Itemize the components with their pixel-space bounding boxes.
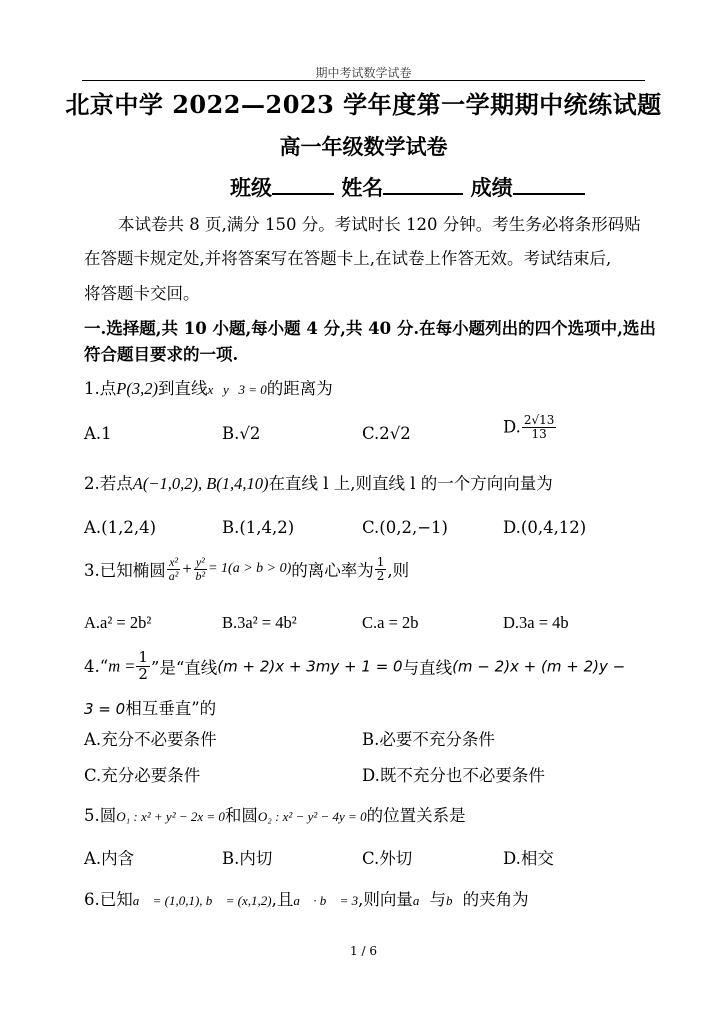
q6-end: 的夹角为 bbox=[462, 890, 529, 909]
q5-circle-2: O₂ : x² − y² − 4y = 0 bbox=[257, 809, 367, 824]
instructions-line-1: 本试卷共 8 页,满分 150 分。考试时长 120 分钟。考生务必将条形码贴 bbox=[118, 215, 641, 234]
q2-option-b[interactable]: B.(1,4,2) bbox=[222, 518, 295, 537]
q1-option-b[interactable]: B.√2 bbox=[222, 424, 261, 443]
q3-mid: 的离心率为 bbox=[291, 561, 374, 581]
q3-condition: = 1(a > b > 0) bbox=[208, 561, 292, 577]
q2-prefix: 2.若点 bbox=[84, 474, 133, 493]
student-info-fields bbox=[230, 172, 585, 202]
q6-suffix: ,则向量 bbox=[358, 890, 413, 909]
q3-plus: + bbox=[181, 559, 193, 579]
q4-prefix: 4.“ bbox=[84, 656, 109, 676]
q3-e-numerator: 1 bbox=[376, 555, 385, 569]
q4-m-eq: m = bbox=[108, 656, 136, 676]
question-3-stem bbox=[84, 556, 409, 582]
q4-line-1: (m + 2)x + 3my + 1 = 0 bbox=[217, 657, 403, 676]
question-4-stem-cont bbox=[84, 695, 216, 719]
q4-mid: ”是“直线 bbox=[150, 658, 218, 678]
q2-option-a[interactable]: A.(1,2,4) bbox=[84, 518, 157, 537]
q5-suffix: 的位置关系是 bbox=[366, 806, 466, 825]
q6-vectors: a⃗ = (1,0,1), b⃗ = (x,1,2) bbox=[132, 893, 272, 908]
q3-prefix: 3.已知椭圆 bbox=[84, 561, 166, 581]
q5-circle-1: O₁ : x² + y² − 2x = 0 bbox=[116, 809, 225, 824]
q4-option-d[interactable]: D.既不充分也不必要条件 bbox=[362, 766, 545, 785]
q3-e-denominator: 2 bbox=[376, 568, 385, 583]
exam-subtitle: 高一年级数学试卷 bbox=[279, 134, 448, 159]
q3-x-numerator: x² bbox=[167, 556, 181, 570]
q3-option-a[interactable]: A.a² = 2b² bbox=[84, 613, 152, 632]
q6-prefix: 6.已知 bbox=[84, 890, 133, 909]
q2-points: A(−1,0,2), B(1,4,10) bbox=[132, 474, 269, 493]
question-4-stem bbox=[84, 650, 625, 683]
section-1-heading-cont: 符合题目要求的一项. bbox=[84, 345, 239, 364]
q3-suffix: ,则 bbox=[387, 561, 410, 581]
q2-option-c[interactable]: C.(0,2,−1) bbox=[362, 518, 448, 537]
q4-option-c[interactable]: C.充分必要条件 bbox=[84, 766, 201, 785]
q1-line-eq: x y 3 = 0 bbox=[207, 382, 267, 397]
q4-option-a[interactable]: A.充分不必要条件 bbox=[84, 730, 217, 749]
name-blank[interactable] bbox=[383, 173, 463, 195]
question-1-stem bbox=[84, 375, 333, 399]
q6-vector-a: a⃗ bbox=[412, 893, 430, 908]
q1-point: P(3,2) bbox=[116, 379, 158, 398]
q1-option-d[interactable] bbox=[503, 414, 557, 440]
q1-option-d-label: D. bbox=[503, 417, 521, 437]
page-number: 1 / 6 bbox=[350, 944, 377, 958]
q3-option-d[interactable]: D.3a = 4b bbox=[503, 613, 569, 632]
q1-prefix: 1.点 bbox=[84, 379, 117, 398]
q3-y-numerator: y² bbox=[194, 556, 208, 570]
q6-vector-b: b⃗ bbox=[445, 893, 463, 908]
q1-option-c[interactable]: C.2√2 bbox=[362, 424, 411, 443]
class-label: 班级 bbox=[230, 175, 272, 200]
question-2-stem bbox=[84, 470, 553, 494]
question-5-stem bbox=[84, 802, 466, 826]
q1-option-d-denominator: 13 bbox=[531, 426, 547, 441]
running-header: 期中考试数学试卷 bbox=[315, 66, 412, 80]
q4-cont: 3 = 0 bbox=[84, 700, 126, 718]
score-blank[interactable] bbox=[513, 173, 585, 195]
q4-m-numerator: 1 bbox=[138, 648, 148, 666]
exam-title: 北京中学 2022—2023 学年度第一学期期中统练试题 bbox=[65, 90, 662, 119]
q4-suffix: 相互垂直”的 bbox=[125, 699, 217, 718]
q3-option-c[interactable]: C.a = 2b bbox=[362, 613, 419, 632]
q4-mid-2: 与直线 bbox=[402, 658, 453, 678]
q5-option-b[interactable]: B.内切 bbox=[222, 849, 273, 868]
q5-option-d[interactable]: D.相交 bbox=[503, 849, 554, 868]
q1-option-a[interactable]: A.1 bbox=[84, 424, 112, 443]
name-label: 姓名 bbox=[341, 175, 384, 200]
q1-option-d-numerator: 2√13 bbox=[523, 413, 555, 427]
header-rule bbox=[82, 80, 645, 81]
instructions-line-2: 在答题卡规定处,并将答案写在答题卡上,在试卷上作答无效。考试结束后, bbox=[84, 249, 612, 268]
q6-dot-product: a⃗ · b⃗ = 3 bbox=[293, 893, 359, 908]
q4-option-b[interactable]: B.必要不充分条件 bbox=[362, 730, 495, 749]
instructions-line-3: 将答题卡交回。 bbox=[84, 284, 200, 303]
q2-suffix: 在直线 l 上,则直线 l 的一个方向向量为 bbox=[268, 474, 553, 493]
q4-m-denominator: 2 bbox=[138, 664, 148, 683]
q1-mid: 到直线 bbox=[157, 379, 208, 398]
q3-option-b[interactable]: B.3a² = 4b² bbox=[222, 613, 297, 632]
q5-mid: 和圆 bbox=[224, 806, 258, 825]
class-blank[interactable] bbox=[272, 173, 334, 195]
q5-prefix: 5.圆 bbox=[84, 806, 117, 825]
section-1-heading: 一.选择题,共 10 小题,每小题 4 分,共 40 分.在每小题列出的四个选项中,选出 bbox=[84, 319, 656, 338]
question-6-stem bbox=[84, 886, 529, 910]
q4-line-2: (m − 2)x + (m + 2)y − bbox=[452, 657, 626, 676]
q3-b-denominator: b² bbox=[195, 568, 206, 583]
q2-option-d[interactable]: D.(0,4,12) bbox=[503, 518, 587, 537]
q6-and: 与 bbox=[429, 890, 446, 909]
score-label: 成绩 bbox=[470, 175, 513, 200]
q5-option-a[interactable]: A.内含 bbox=[84, 849, 135, 868]
q6-mid: ,且 bbox=[271, 890, 294, 909]
q5-option-c[interactable]: C.外切 bbox=[362, 849, 413, 868]
q1-suffix: 的距离为 bbox=[266, 379, 333, 398]
q3-a-denominator: a² bbox=[168, 568, 179, 583]
